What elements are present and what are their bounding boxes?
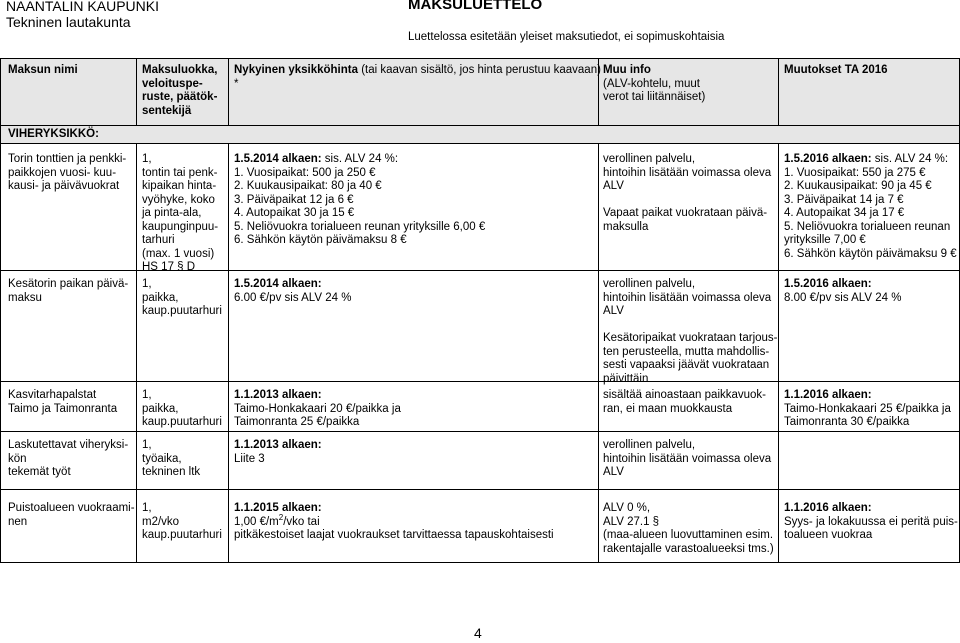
organization bbox=[6, 0, 159, 30]
row5-info: ALV 0 %, ALV 27.1 § (maa-alueen luovuttaminen esim. rakentajalle varastoalueeksi tms.) bbox=[603, 502, 774, 555]
row2-changes: 1.5.2016 alkaen: 8.00 €/pv sis ALV 24 % bbox=[784, 278, 902, 304]
col-divider-2 bbox=[228, 58, 229, 126]
col-header-name: Maksun nimi bbox=[8, 64, 78, 76]
col-edge-left bbox=[0, 58, 1, 563]
row2-info: verollinen palvelu, hintoihin lisätään voimassa oleva ALV Kesätoripaikat vuokrataan tarjous- ten perusteella, mutta mahdollis- sesti vapaaksi jäävät vuokrataan päivittäin bbox=[603, 278, 778, 385]
row4-name: Laskutettavat viheryksi- kön tekemät työt bbox=[8, 439, 129, 478]
col-header-changes: Muutokset TA 2016 bbox=[784, 64, 888, 76]
col-divider-1b bbox=[136, 143, 137, 563]
section-band bbox=[0, 125, 960, 143]
org-name: NAANTALIN KAUPUNKI bbox=[6, 0, 159, 14]
document-title: MAKSULUETTELO bbox=[408, 0, 543, 13]
col-divider-2b bbox=[228, 143, 229, 563]
row1-price: 1.5.2014 alkaen: sis. ALV 24 %: 1. Vuosipaikat: 500 ja 250 € 2. Kuukausipaikat: 80 ja 40 € 3. Päiväpaikat 12 ja 6 € 4. Autopaikat 30 ja 15 € 5. Neliövuokra torialueen reunan yrityksille 6,00 € 6. Sähkön käytön päivämaksu 8 € bbox=[234, 153, 486, 246]
col-divider-4 bbox=[778, 58, 779, 126]
row1-name: Torin tonttien ja penkki- paikkojen vuosi- kuu- kausi- ja päivävuokrat bbox=[8, 153, 127, 192]
row4-price: 1.1.2013 alkaen: Liite 3 bbox=[234, 439, 322, 465]
row1-changes: 1.5.2016 alkaen: sis. ALV 24 %: 1. Vuosipaikat: 550 ja 275 € 2. Kuukausipaikat: 90 ja 45 € 3. Päiväpaikat 14 ja 7 € 4. Autopaikat 34 ja 17 € 5. Neliövuokra torialueen reunan yrityksille 7,00 € 6. Sähkön käytön päivämaksu 9 € bbox=[784, 153, 957, 260]
col-divider-4b bbox=[778, 143, 779, 563]
row2-price: 1.5.2014 alkaen: 6.00 €/pv sis ALV 24 % bbox=[234, 278, 352, 304]
page-number: 4 bbox=[474, 625, 482, 641]
col-divider-1 bbox=[136, 58, 137, 126]
row5-price: 1.1.2015 alkaen: 1,00 $€/m^2$/vko tai pitkäkestoiset laajat vuokraukset tarvittaessa tapauskohtaisesti bbox=[234, 502, 554, 541]
row3-price: 1.1.2013 alkaen: Taimo-Honkakaari 20 €/paikka ja Taimonranta 25 €/paikka bbox=[234, 389, 401, 428]
rule-top bbox=[0, 58, 960, 59]
col-divider-3b bbox=[598, 143, 599, 563]
rule-row3 bbox=[0, 431, 960, 432]
row3-changes: 1.1.2016 alkaen: Taimo-Honkakaari 25 €/paikka ja Taimonranta 30 €/paikka bbox=[784, 389, 951, 428]
row1-class: 1, tontin tai penk- kipaikan hinta- vyöhyke, koko ja pinta-ala, kaupunginpuu- tarhuri (max. 1 vuosi) HS 17 § D bbox=[142, 153, 219, 273]
rule-row2 bbox=[0, 381, 960, 382]
row4-info: verollinen palvelu, hintoihin lisätään voimassa oleva ALV bbox=[603, 439, 772, 478]
row3-class: 1, paikka, kaup.puutarhuri bbox=[142, 389, 222, 428]
rule-row4 bbox=[0, 489, 960, 490]
row1-info: verollinen palvelu, hintoihin lisätään voimassa oleva ALV Vapaat paikat vuokrataan päivä- maksulla bbox=[603, 153, 772, 233]
row5-class: 1, m2/vko kaup.puutarhuri bbox=[142, 502, 222, 541]
col-header-price: Nykyinen yksikköhinta (tai kaavan sisältö, jos hinta perustuu kaavaan) * bbox=[234, 64, 601, 90]
row2-name: Kesätorin paikan päivä- maksu bbox=[8, 278, 129, 304]
org-department: Tekninen lautakunta bbox=[6, 14, 131, 30]
col-header-info: Muu info (ALV-kohtelu, muut verot tai liitännäiset) bbox=[603, 64, 706, 103]
row3-name: Kasvitarhapalstat Taimo ja Taimonranta bbox=[8, 389, 118, 415]
col-header-class: Maksuluokka, veloituspe- ruste, päätök- sentekijä bbox=[142, 64, 218, 117]
row5-name: Puistoalueen vuokraami- nen bbox=[8, 502, 135, 528]
row4-class: 1, työaika, tekninen ltk bbox=[142, 439, 201, 478]
rule-row5 bbox=[0, 562, 960, 563]
row2-class: 1, paikka, kaup.puutarhuri bbox=[142, 278, 222, 317]
section-title: VIHERYKSIKKÖ: bbox=[8, 128, 99, 140]
document-subtitle: Luettelossa esitetään yleiset maksutiedot, ei sopimuskohtaisia bbox=[408, 31, 725, 43]
rule-section-bottom bbox=[0, 143, 960, 144]
row3-info: sisältää ainoastaan paikkavuok- ran, ei maan muokkausta bbox=[603, 389, 767, 415]
rule-header-bottom bbox=[0, 125, 960, 126]
row5-changes: 1.1.2016 alkaen: Syys- ja lokakuussa ei peritä puis- toalueen vuokraa bbox=[784, 502, 958, 541]
